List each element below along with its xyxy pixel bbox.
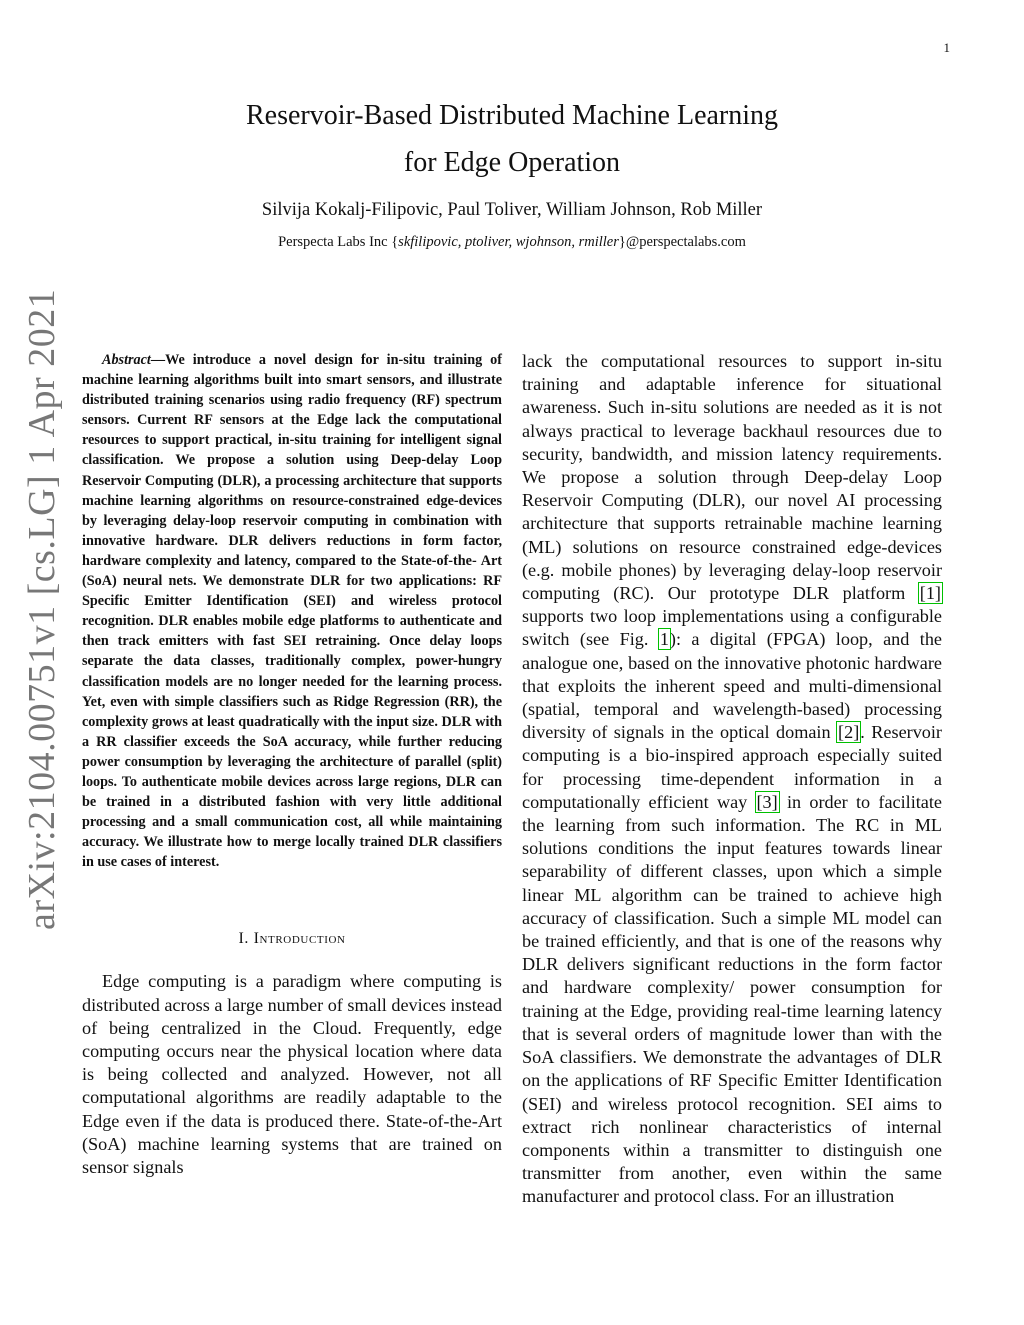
- section-numeral: I.: [238, 930, 254, 948]
- page-number: 1: [943, 40, 950, 55]
- left-column: [82, 350, 502, 1179]
- body-text-segment: in order to facilitate the learning from such information. The RC in ML solutions conditions the input features towards linear separability of different classes, upon which a simple linear ML algorithm can be trained to achieve high accuracy of classification. Such a simple ML model can be trained efficiently, and that is one of the reasons why DLR delivers significant reductions in the form factor and hardware complexity/ power consumption for training at the Edge, providing real-time learning latency that is several orders of magnitude lower than with the SoA classifiers. We demonstrate the advantages of DLR on the applications of RF Specific Emitter Identification (SEI) and wireless protocol recognition. SEI aims to extract rich nonlinear characteristics of internal components within a transmitter to distinguish one transmitter from another, even within the same manufacturer and protocol class. For an illustration: [522, 791, 942, 1207]
- figure-link-1[interactable]: 1: [659, 629, 669, 650]
- author-list: Silvija Kokalj-Filipovic, Paul Toliver, William Johnson, Rob Miller: [261, 200, 763, 220]
- section-heading-introduction: [82, 930, 502, 948]
- citation-link-1[interactable]: [1]: [919, 583, 941, 604]
- body-text-segment: lack the computational resources to support in-situ training and adaptable inference for situational awareness. Such in-situ solutions are needed as it is not always practical to leverage backhaul resources due to security, bandwidth, and mission latency requirements. We propose a solution through Deep-delay Loop Reservoir Computing (DLR), our novel AI processing architecture that supports retrainable machine learning (ML) solutions on resource constrained edge-devices (e.g. mobile phones) by leveraging delay-loop reservoir computing (RC). Our prototype DLR platform: [522, 351, 942, 604]
- abstract: [82, 350, 502, 872]
- section-title: Introduction: [253, 930, 346, 948]
- paper-title-line-2: for Edge Operation: [403, 147, 621, 178]
- introduction-paragraph-1: Edge computing is a paradigm where computing is distributed across a large number of small devices instead of being centralized in the Cloud. Frequently, edge computing occurs near the physical location where data is being collected and analyzed. However, not all computational algorithms are readily adaptable to the Edge even if the data is produced there. State-of-the-Art (SoA) machine learning systems that are trained on sensor signals: [82, 971, 502, 1178]
- abstract-label: Abstract: [102, 352, 151, 368]
- body-text-segment: supports two loop implementations using a configurable switch (see Fig.: [522, 606, 942, 650]
- right-column: [522, 350, 942, 1209]
- citation-link-2[interactable]: [2]: [838, 722, 860, 743]
- body-text-segment: . Reservoir computing is a bio-inspired approach especially suited for processing time-dependent information in a computationally efficient way: [522, 722, 942, 812]
- arxiv-identifier[interactable]: arXiv:2104.00751v1 [cs.LG] 1 Apr 2021: [21, 288, 63, 930]
- body-text-segment: ): a digital (FPGA) loop, and the analogue one, based on the innovative photonic hardware that exploits the inherent speed and multi-dimensional (spatial, temporal and wavelength-based) processing diversity of signals in the optical domain: [522, 629, 942, 743]
- affiliation-suffix: }@perspectalabs.com: [618, 234, 746, 250]
- title-block: [150, 92, 874, 251]
- citation-link-3[interactable]: [3]: [756, 791, 778, 812]
- introduction-paragraph-continued: [522, 350, 942, 1209]
- abstract-text: —We introduce a novel design for in-situ training of machine learning algorithms built into smart sensors, and illustrate distributed training scenarios using radio frequency (RF) spectrum sensors. Current RF sensors at the Edge lack the computational resources to support practical, in-situ training for intelligent signal classification. We propose a solution using Deep-delay Loop Reservoir Computing (DLR), a processing architecture that supports machine learning algorithms on resource-constrained edge-devices by leveraging delay-loop reservoir computing in combination with innovative hardware. DLR delivers reductions in form factor, hardware complexity and latency, compared to the State-of-the- Art (SoA) neural nets. We demonstrate DLR for two applications: RF Specific Emitter Identification (SEI) and wireless protocol recognition. DLR enables mobile edge platforms to authenticate and then track emitters with fast SEI retraining. Once delay loops separate the data classes, traditionally complex, power-hungry classification models are no longer needed for the learning process. Yet, even with simple classifiers such as Ridge Regression (RR), the complexity grows at least quadratically with the input size. DLR with a RR classifier exceeds the SoA accuracy, while further reducing power consumption by leveraging the architecture of parallel (split) loops. To authenticate mobile devices across large regions, DLR can be trained in a distributed fashion with very little additional processing and a small communication cost, all while maintaining accuracy. We illustrate how to merge locally trained DLR classifiers in use cases of interest.: [82, 352, 502, 871]
- paper-title-line-1: Reservoir-Based Distributed Machine Learning: [245, 100, 779, 131]
- affiliation-emails: skfilipovic, ptoliver, wjohnson, rmiller: [398, 234, 619, 250]
- affiliation: [150, 234, 874, 251]
- affiliation-prefix: Perspecta Labs Inc {: [278, 234, 399, 250]
